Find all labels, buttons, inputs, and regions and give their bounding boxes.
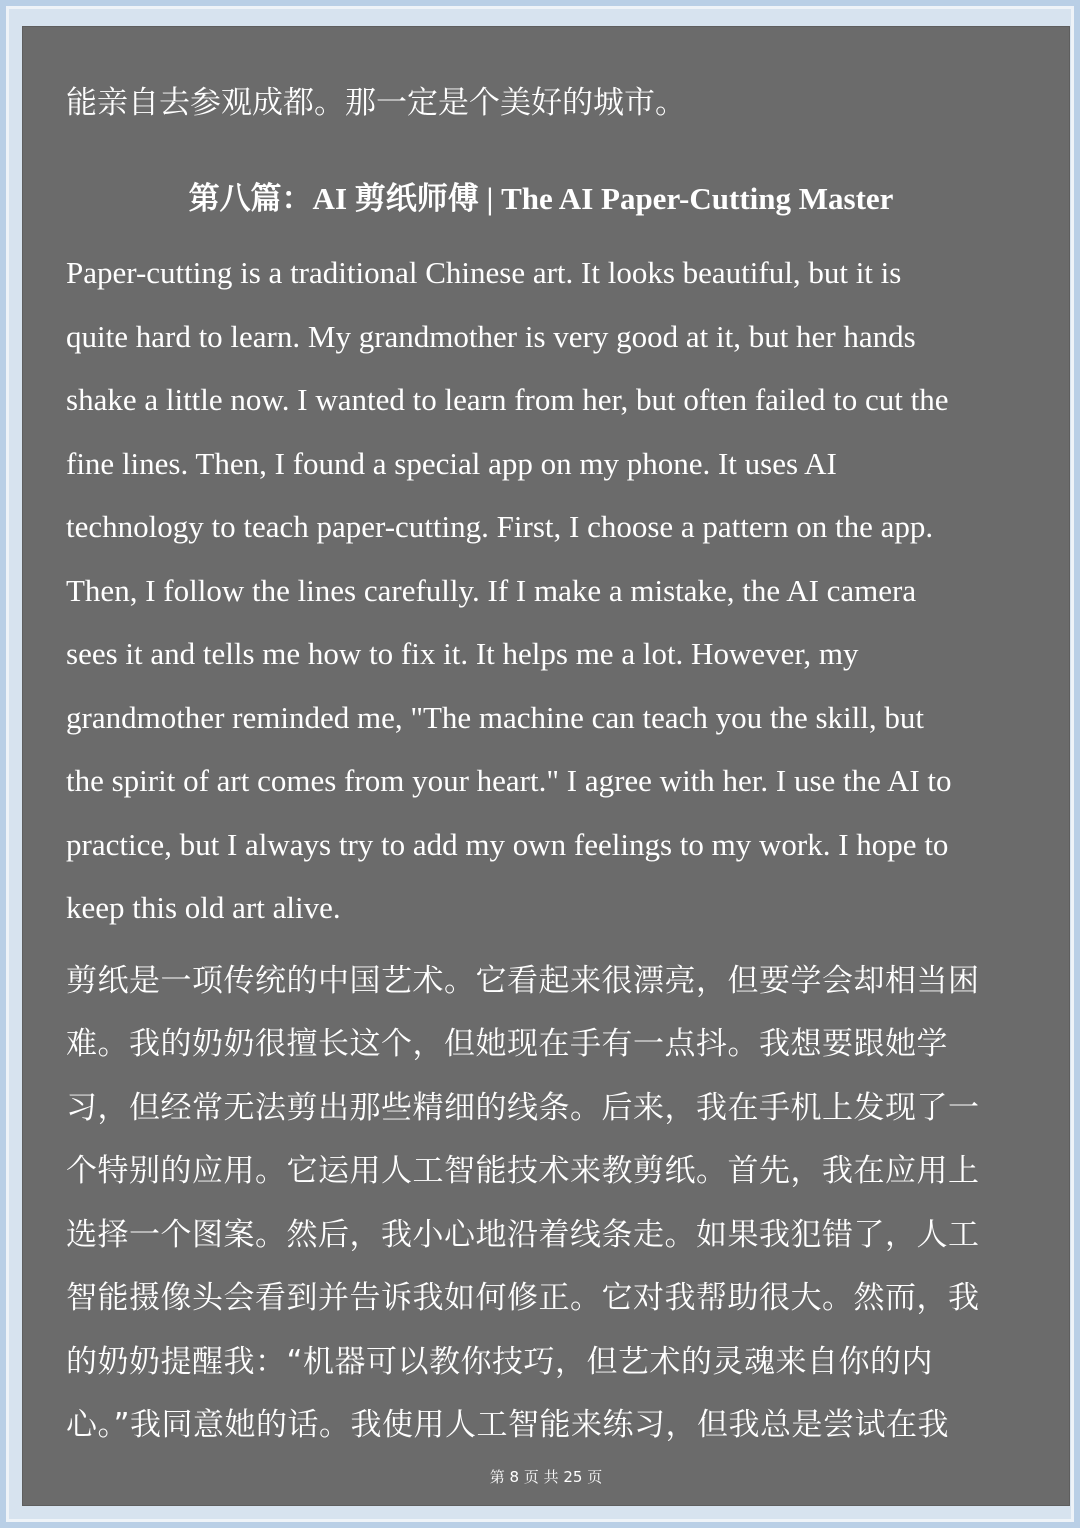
english-line: fine lines. Then, I found a special app on my phone. It uses AI: [66, 445, 837, 481]
chinese-line: 个特别的应用。它运用人工智能技术来教剪纸。首先，我在应用上: [66, 1153, 980, 1189]
english-line: technology to teach paper-cutting. First, I choose a pattern on the app.: [66, 509, 934, 544]
previous-text-ending: 能亲自去参观成都。那一定是个美好的城市。: [66, 85, 686, 121]
english-line: the spirit of art comes from your heart." I agree with her. I use the AI to: [66, 763, 952, 798]
chinese-line: 选择一个图案。然后，我小心地沿着线条走。如果我犯错了，人工: [66, 1216, 980, 1253]
english-line: Then, I follow the lines carefully. If I make a mistake, the AI camera: [66, 572, 917, 608]
chinese-line: 习，但经常无法剪出那些精细的线条。后来，我在手机上发现了一: [66, 1089, 980, 1126]
english-line: Paper-cutting is a traditional Chinese art. It looks beautiful, but it is: [66, 255, 902, 290]
document-content: [66, 26, 1016, 1458]
english-line: quite hard to learn. My grandmother is very good at it, but her hands: [66, 318, 916, 354]
chinese-line: 心。”我同意她的话。我使用人工智能来练习，但我总是尝试在我: [66, 1407, 950, 1443]
english-paragraph: [66, 241, 1016, 940]
chinese-line: 剪纸是一项传统的中国艺术。它看起来很漂亮，但要学会却相当困: [66, 962, 980, 999]
english-line: grandmother reminded me, "The machine can teach you the skill, but: [66, 699, 924, 735]
english-line: keep this old art alive.: [66, 890, 341, 925]
chinese-line: 难。我的奶奶很擅长这个，但她现在手有一点抖。我想要跟她学: [66, 1026, 948, 1062]
document-page: [22, 26, 1070, 1506]
section-title: 第八篇：AI 剪纸师傅 | The AI Paper-Cutting Master: [188, 181, 894, 216]
english-line: practice, but I always try to add my own feelings to my work. I hope to: [66, 826, 949, 862]
english-line: sees it and tells me how to fix it. It helps me a lot. However, my: [66, 636, 859, 671]
chinese-line: 的奶奶提醒我：“机器可以教你技巧，但艺术的灵魂来自你的内: [66, 1343, 934, 1380]
chinese-paragraph: [66, 950, 1016, 1458]
chinese-line: 智能摄像头会看到并告诉我如何修正。它对我帮助很大。然而，我: [66, 1280, 980, 1316]
english-line: shake a little now. I wanted to learn from her, but often failed to cut the: [66, 382, 949, 417]
page-number-footer: 第 8 页 共 25 页: [489, 1468, 603, 1486]
